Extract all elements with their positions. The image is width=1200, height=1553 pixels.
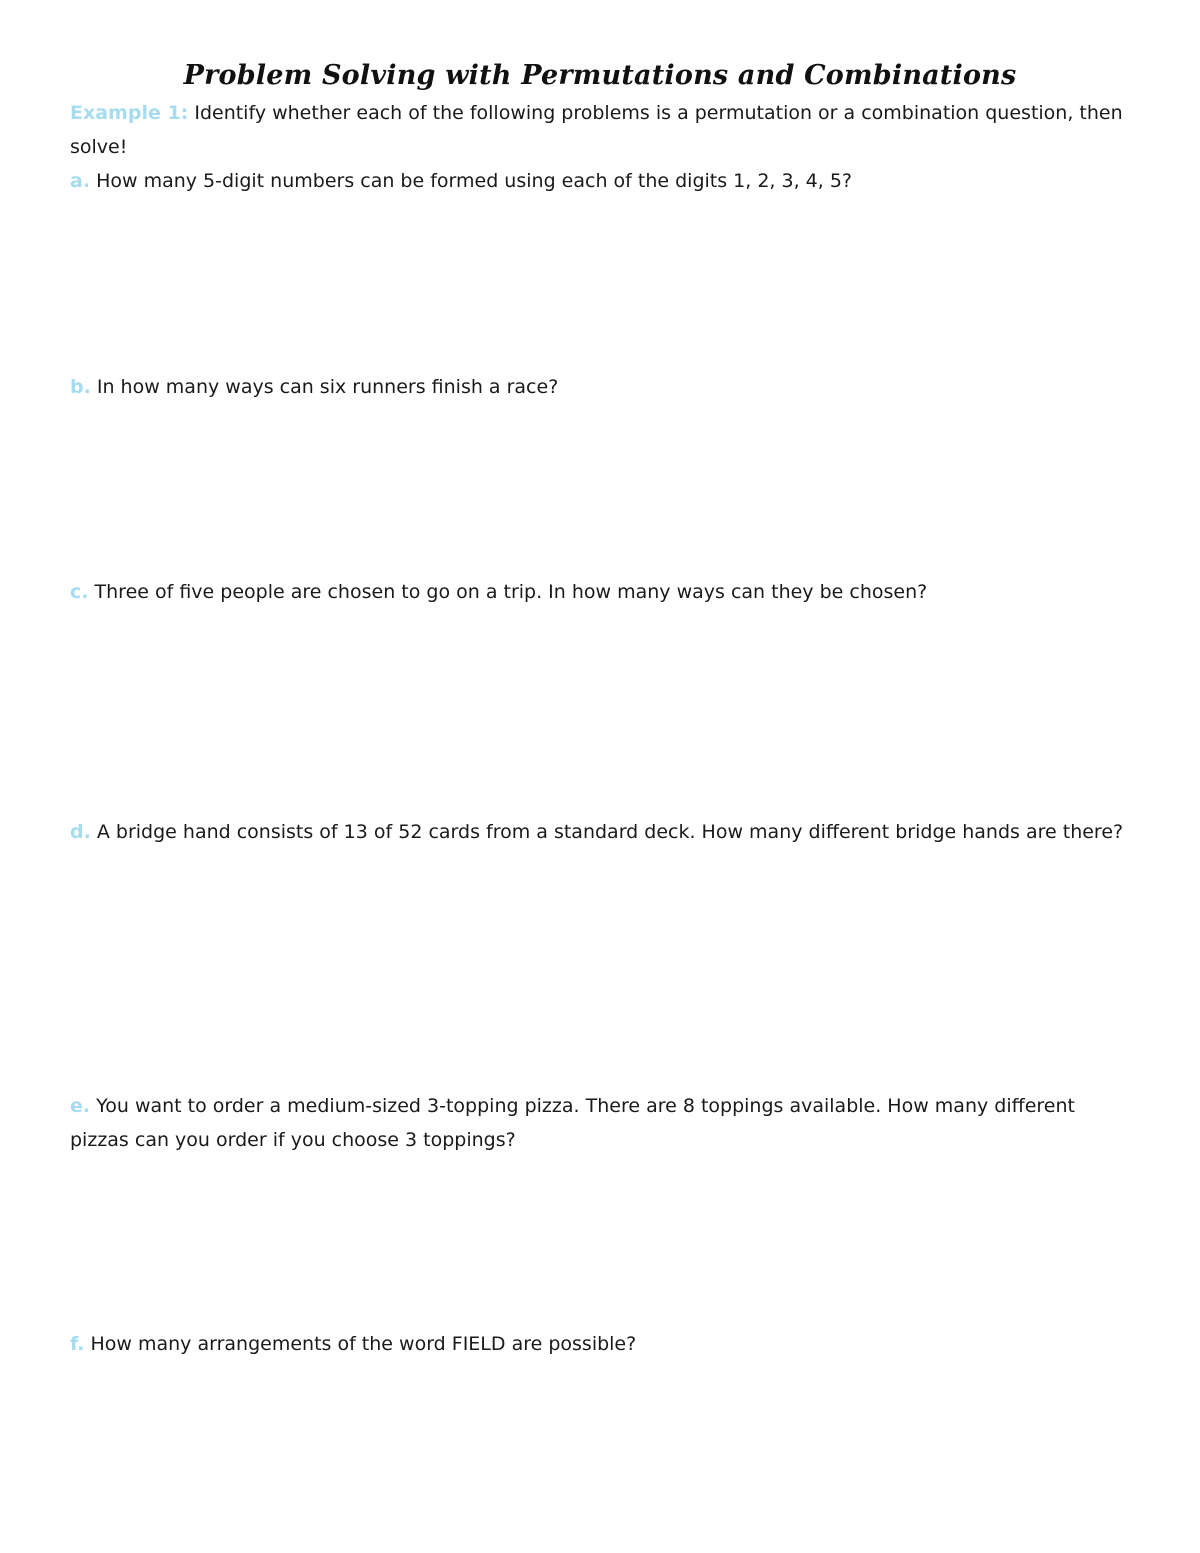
page-title: Problem Solving with Permutations and Combinations — [183, 60, 1017, 91]
problem-text: You want to order a medium-sized 3-topping pizza. There are 8 toppings available. How many different pizzas can you order if you choose 3 toppings? — [70, 1095, 1075, 1151]
problem-marker: c. — [70, 581, 89, 603]
problem-marker: b. — [70, 376, 91, 398]
problem-e — [70, 1089, 1130, 1157]
problem-text: How many 5-digit numbers can be formed using each of the digits 1, 2, 3, 4, 5? — [90, 170, 853, 192]
problem-b — [70, 370, 1130, 404]
problem-text: Three of five people are chosen to go on a trip. In how many ways can they be chosen? — [88, 581, 928, 603]
example-intro — [70, 96, 1130, 164]
example-label: Example 1: — [70, 102, 189, 124]
problem-text: In how many ways can six runners finish a race? — [90, 376, 559, 398]
problem-marker: d. — [70, 821, 91, 843]
problem-marker: a. — [70, 170, 91, 192]
example-instructions: Identify whether each of the following problems is a permutation or a combination question, then solve! — [70, 102, 1123, 158]
problem-f — [70, 1327, 1130, 1361]
problem-c — [70, 575, 1130, 609]
problem-d — [70, 815, 1130, 849]
problem-text: A bridge hand consists of 13 of 52 cards from a standard deck. How many different bridge hands are there? — [90, 821, 1124, 843]
problem-text: How many arrangements of the word FIELD are possible? — [84, 1333, 637, 1355]
problem-marker: f. — [70, 1333, 85, 1355]
problem-marker: e. — [70, 1095, 91, 1117]
problem-a — [70, 164, 1130, 198]
